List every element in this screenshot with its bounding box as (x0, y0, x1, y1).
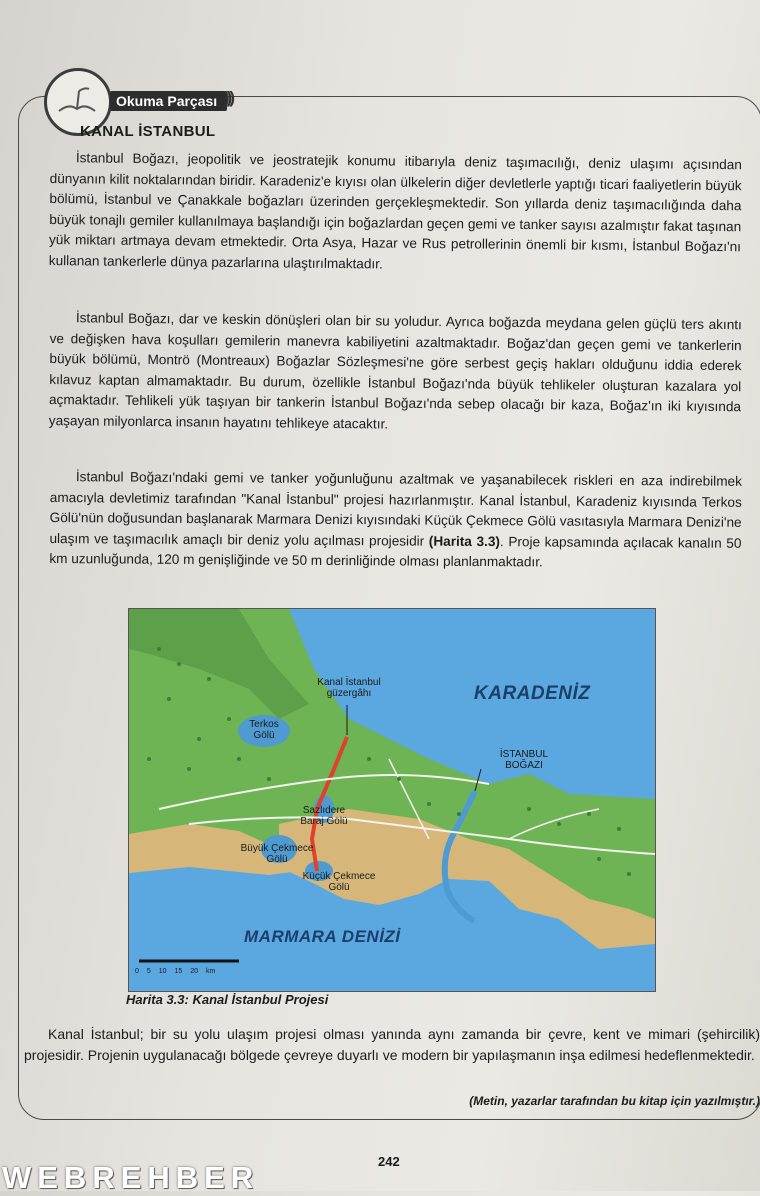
page-title: KANAL İSTANBUL (80, 123, 216, 140)
scale-tick-5: 5 (146, 968, 151, 975)
route-label (299, 677, 399, 699)
section-badge: Okuma Parçası (110, 91, 227, 111)
scale-tick-10: 10 (158, 968, 167, 975)
map-reference: (Harita 3.3) (428, 533, 500, 549)
strait-label-line-1: İSTANBUL (499, 749, 549, 760)
strait-label-line-2: BOĞAZI (505, 760, 543, 771)
terkos-label (239, 719, 289, 741)
buyukcekmece-label-line-1: Büyük Çekmece (240, 843, 314, 854)
strait-label (489, 749, 559, 771)
paragraph-4: Kanal İstanbul; bir su yolu ulaşım projesi olması yanında aynı zamanda bir çevre, kent ve mimari (şehircilik) projesidir. Projenin uygulanacağı bölgede çevreye duyarlı ve modern bir yapılaşmanın inşa edilmesi hedeflenmektedir. (24, 1026, 760, 1063)
sazlidere-label-line-2: Baraj Gölü (300, 816, 348, 827)
terkos-label-line-2: Gölü (253, 730, 275, 741)
reading-book-icon (57, 85, 97, 117)
badge-wave-decoration: ))) (224, 88, 232, 107)
paragraph-1: İstanbul Boğazı, jeopolitik ve jeostratejik konumu itibarıyla deniz taşımacılığı, deniz ulaşımı açısından dünyanın kilit noktalarından biridir. Karadeniz'e kıyısı olan ülkelerin diğer devletlerle yaptığı ticari faaliyetlerin büyük bölümü, İstanbul ve Çanakkale boğazları üzerinden gerçekleşmektedir. Son yıllarda deniz taşımacılığında daha büyük tonajlı gemiler kullanılmaya başlandığı için boğazlardan geçen gemi ve tanker sayısı azalmıştır fakat taşınan yük miktarı artmaya devam etmektedir. Orta Asya, Hazar ve Rus petrollerinin önemli bir kısmı, İstanbul Boğazı'nı kullanan tankerlerle dünya pazarlarına ulaştırılmaktadır. (48, 150, 742, 271)
scale-tick-15: 15 (174, 968, 183, 975)
kucukcekmece-label-line-1: Küçük Çekmece (302, 871, 376, 882)
scale-tick-20: 20 km (190, 968, 216, 975)
buyukcekmece-label-line-2: Gölü (266, 854, 288, 865)
marmara-label: MARMARA DENİZİ (244, 927, 401, 946)
kucukcekmece-label-line-2: Gölü (328, 882, 350, 893)
source-note: (Metin, yazarlar tarafından bu kitap için yazılmıştır.) (469, 1094, 760, 1108)
page-number: 242 (378, 1154, 400, 1169)
scale-tick-0: 0 (135, 968, 139, 975)
buyukcekmece-label (227, 843, 327, 865)
route-label-line-2: güzergâhı (326, 688, 372, 699)
scale-labels (135, 966, 245, 977)
watermark: WEBREHBER (2, 1160, 260, 1195)
terkos-label-line-1: Terkos (249, 719, 279, 730)
paragraph-2: İstanbul Boğazı, dar ve keskin dönüşleri olan bir su yoludur. Ayrıca boğazda meydana gelen güçlü ters akıntı ve değişken hava koşulları gemilerin manevra kabiliyetini azaltmaktadır. Boğaz'dan geçen gemi ve tankerlerin büyük bölümü, Montrö (Montreaux) Boğazlar Sözleşmesi'ne göre serbest geçiş hakları olduğunu iddia ederek kılavuz kaptan almamaktadır. Bu durum, özellikle İstanbul Boğazı'nda büyük tehlikeler oluşturan kazalara yol açmaktadır. Tehlikeli yük taşıyan bir tankerin İstanbul Boğazı'nda sebep olacağı bir kaza, Boğaz'ın iki kıyısında yaşayan milyonlarca insanın hayatını tehlikeye atacaktır. (48, 310, 742, 432)
map-caption (126, 992, 328, 1007)
caption-text: Kanal İstanbul Projesi (192, 992, 329, 1007)
sazlidere-label-line-1: Sazlıdere (302, 805, 346, 816)
karadeniz-label: KARADENİZ (474, 683, 591, 704)
caption-label: Harita 3.3: (126, 992, 189, 1007)
paragraph-3-text-a: İstanbul Boğazı'ndaki gemi ve tanker yoğunluğunu azaltmak ve yaşanabilecek riskleri en aza indirebilmek amacıyla devletimiz tarafından "Kanal İstanbul" projesi hazırlanmıştır. Kanal İstanbul, Karadeniz kıyısında Terkos Gölü'nün doğusundan başlanarak Marmara Denizi kıyısındaki Küçük Çekmece Gölü vasıtasıyla Marmara Denizi'ne ulaşım ve taşımacılık amaçlı bir deniz yolu açılması projesidir (49, 469, 742, 549)
paragraph-3 (49, 467, 742, 574)
kanal-istanbul-map (128, 608, 656, 992)
route-label-line-1: Kanal İstanbul (317, 677, 381, 688)
sazlidere-label (289, 805, 359, 827)
paragraph-3-text-b: . Proje kapsamında açılacak kanalın 50 km uzunluğunda, 120 m genişliğinde ve 50 m derinliğinde olması planlanmaktadır. (49, 533, 742, 570)
kucukcekmece-label (289, 871, 389, 893)
